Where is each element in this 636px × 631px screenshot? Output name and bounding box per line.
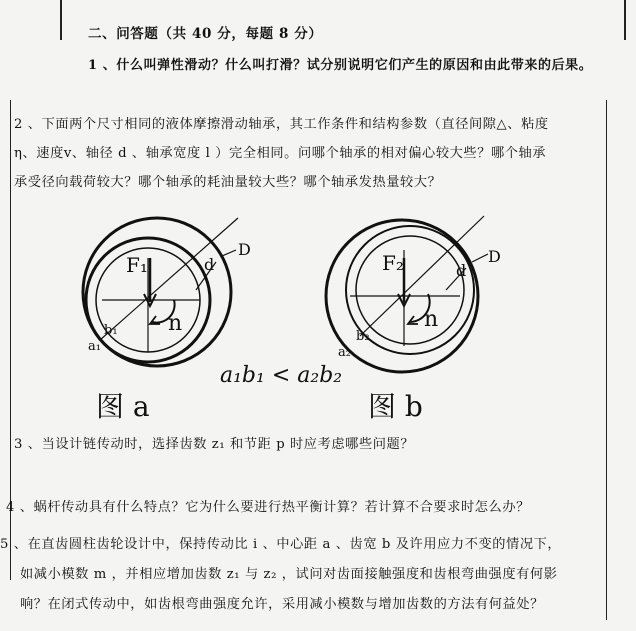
bearing-b-outer-label: D	[488, 247, 501, 266]
question-2-line-1: 2 、下面两个尺寸相同的液体摩擦滑动轴承，其工作条件和结构参数（直径间隙△、粘度	[14, 117, 549, 132]
bearing-b-inner-label: d	[456, 261, 467, 280]
bearing-a-force-label: F₁	[126, 253, 148, 277]
bearing-a-contact-a-label: a₁	[88, 339, 101, 354]
question-4: 4 、蜗杆传动具有什么特点？它为什么要进行热平衡计算？若计算不合要求时怎么办？	[6, 500, 530, 515]
bearing-a-D-leader	[222, 250, 236, 256]
question-1: 1 、什么叫弹性滑动？什么叫打滑？试分别说明它们产生的原因和由此带来的后果。	[88, 58, 593, 73]
question-2-line-2: η、速度v、轴径 d 、轴承宽度 l ）完全相同。问哪个轴承的相对偏心较大些？哪个轴承	[14, 146, 547, 161]
bearing-a	[83, 218, 238, 366]
bearing-b-contact-a-label: a₂	[338, 345, 351, 360]
bearing-a-speed-label: n	[168, 311, 183, 336]
question-5-line-2: 如减小模数 m ，并相应增加齿数 z₁ 与 z₂ ，试问对齿面接触强度和齿根弯曲强度有何影	[20, 567, 558, 582]
caption-figure-a: 图 a	[96, 390, 150, 423]
bearing-b-speed-label: n	[424, 307, 439, 332]
bearing-b-contact-b-label: b₂	[356, 329, 370, 344]
section-heading: 二、问答题（共 40 分，每题 8 分）	[88, 26, 323, 42]
question-3: 3 、当设计链传动时，选择齿数 z₁ 和节距 p 时应考虑哪些问题？	[14, 437, 415, 452]
bearing-a-outer-label: D	[238, 240, 251, 259]
bearing-a-inner-label: d	[204, 255, 215, 274]
relation-expression: a₁b₁ < a₂b₂	[220, 363, 343, 388]
question-5-line-1: 5 、在直齿圆柱齿轮设计中，保持传动比 i 、中心距 a 、齿宽 b 及许用应力不变的情况下，	[0, 537, 562, 552]
bearing-a-contact-b-label: b₁	[104, 323, 118, 338]
caption-figure-b: 图 b	[368, 390, 423, 423]
bearing-b-force-label: F₂	[382, 251, 404, 275]
bearing-b-inner-circle	[356, 236, 467, 344]
question-5-line-3: 响？在闭式传动中，如齿根弯曲强度允许，采用减小模数与增加齿数的方法有何益处？	[20, 597, 544, 612]
bearing-b-D-leader	[472, 254, 488, 262]
question-2-line-3: 承受径向载荷较大？哪个轴承的耗油量较大些？哪个轴承发热量较大？	[14, 175, 442, 190]
